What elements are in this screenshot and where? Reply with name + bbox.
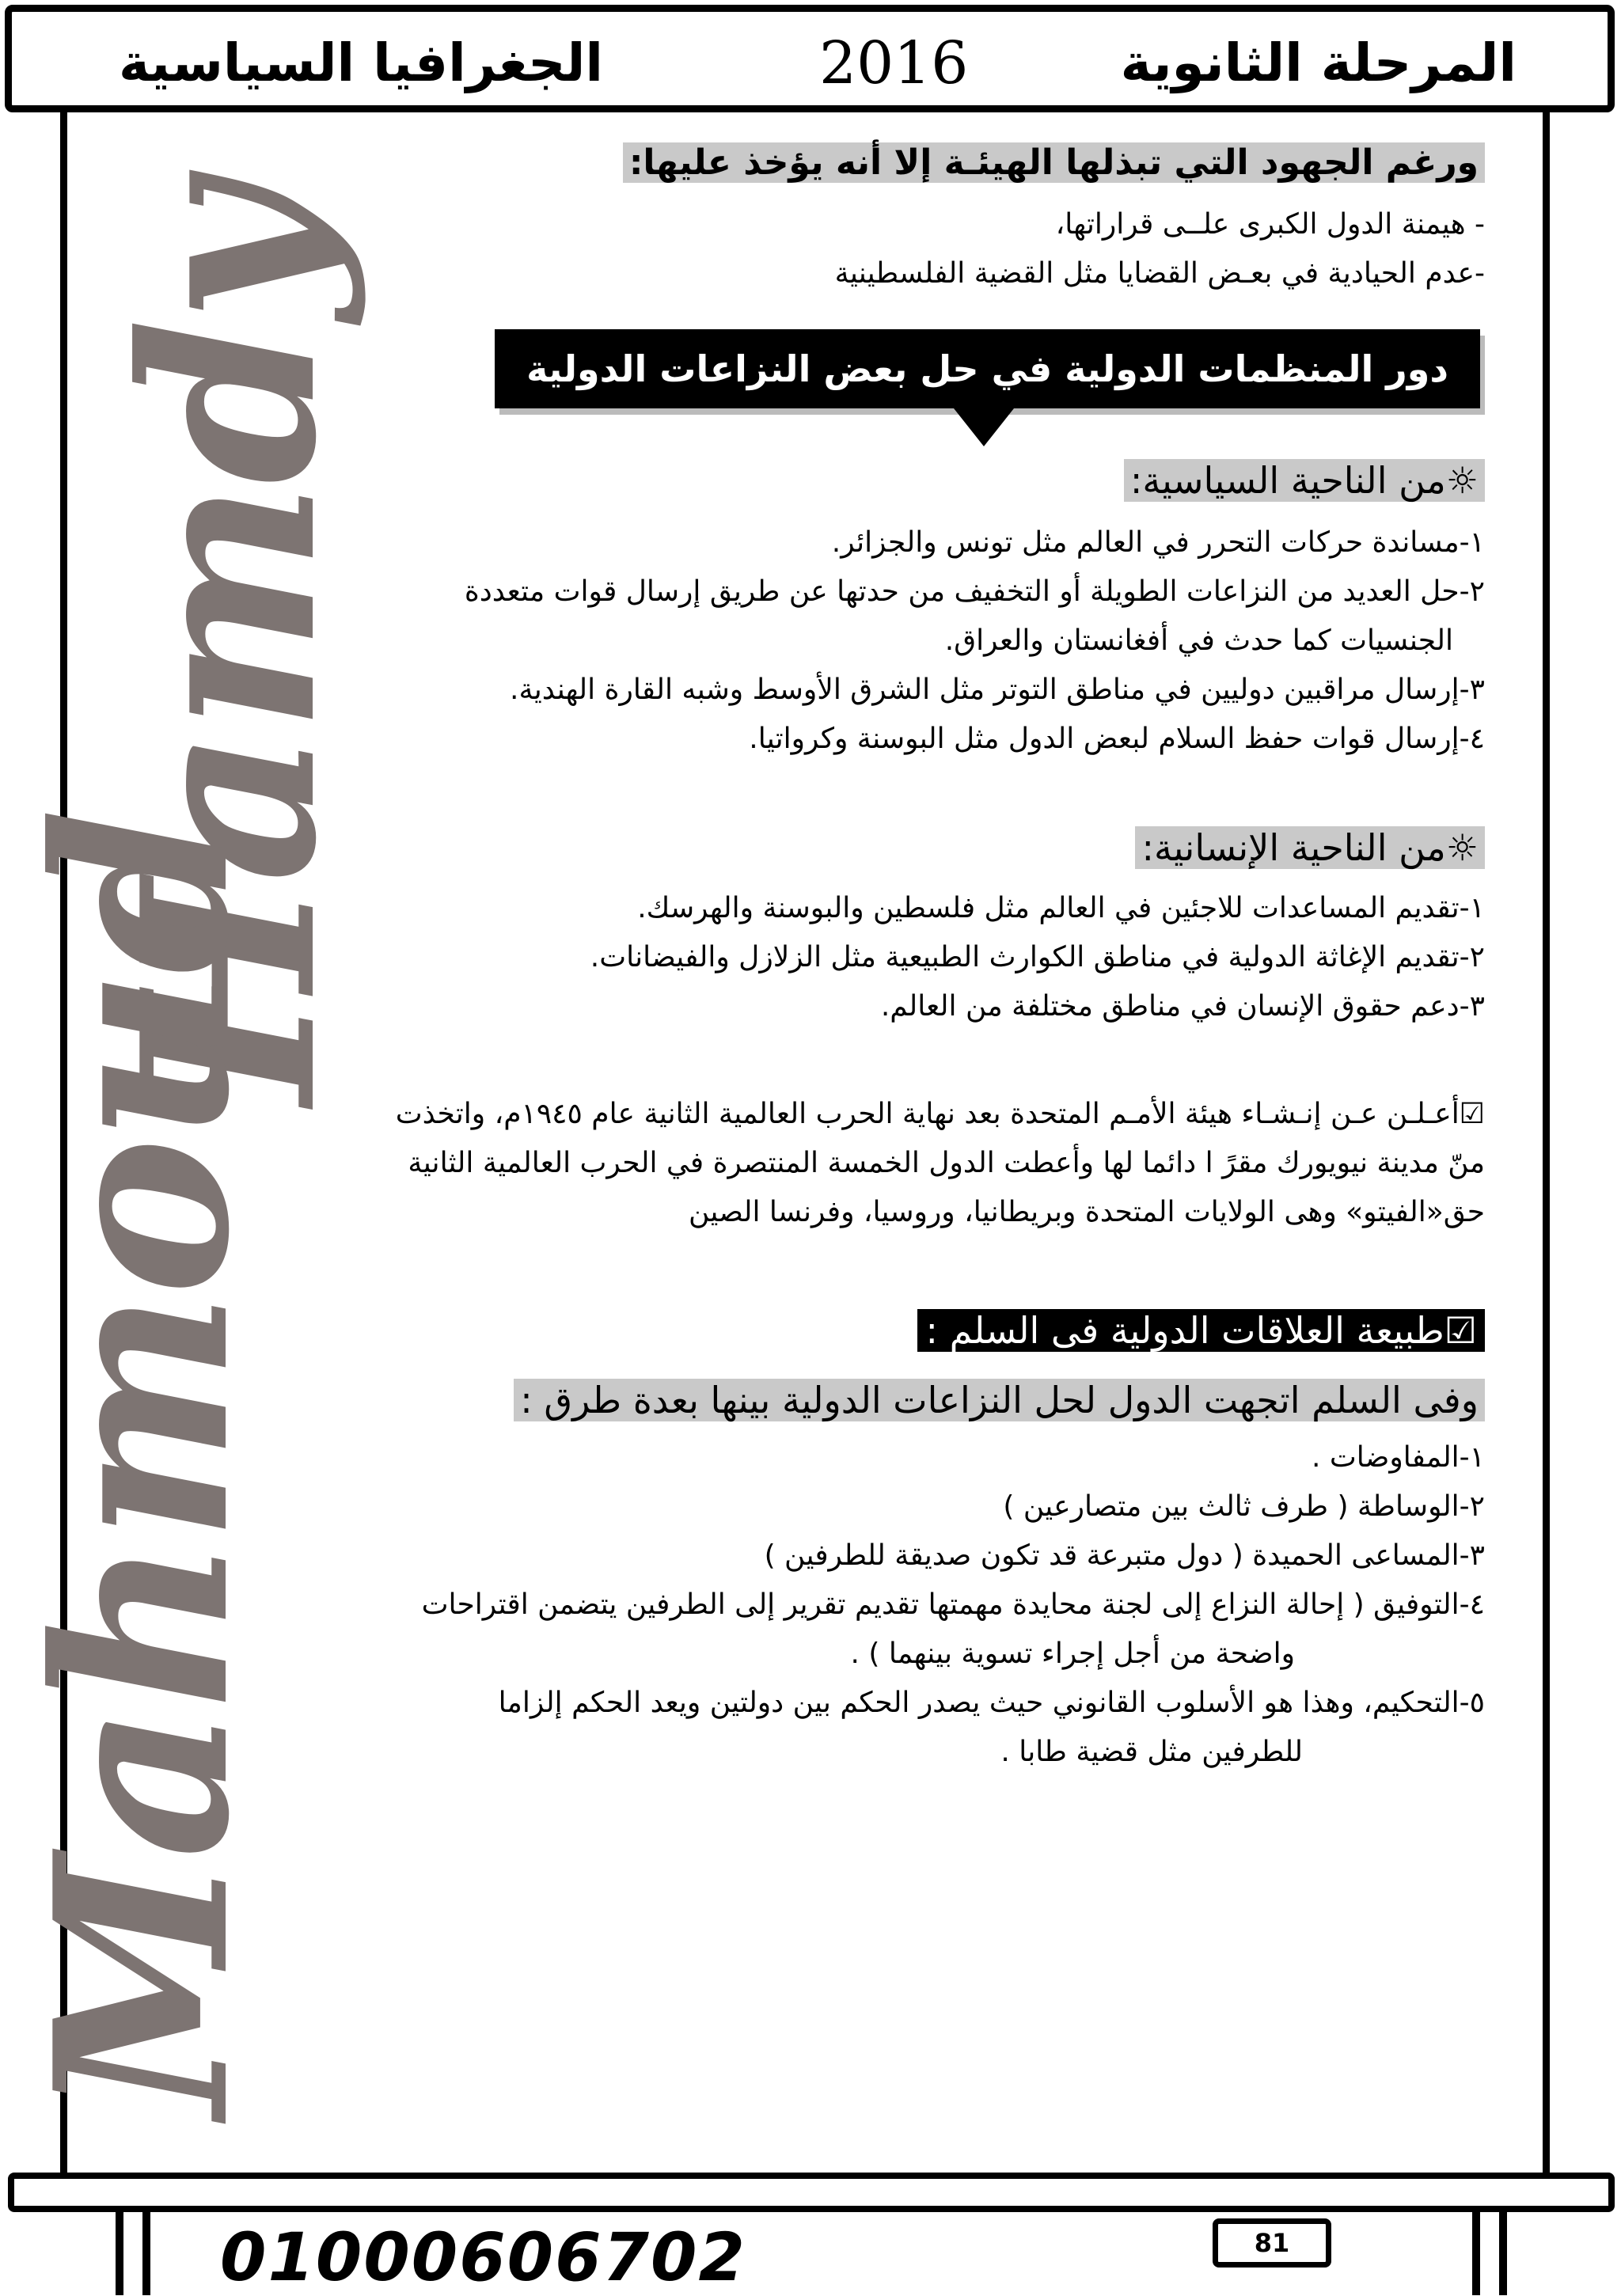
footer-bar [8,2173,1615,2212]
un-note-line: حق«الفيتو» وهى الولايات المتحدة وبريطانيا، وروسيا، وفرنسا الصين [689,1196,1485,1228]
un-note-line: منّ مدينة نيويورك مقرً ا دائما لها وأعطت الدول الخمسة المنتصرة في الحرب العالمية الثانية [408,1147,1485,1179]
intro-heading: ورغم الجهود التي تبذلها الهيئـة إلا أنه يؤخذ عليها: [623,139,1485,187]
peace-item: ٤-التوفيق ( إحالة النزاع إلى لجنة محايدة مهمتها تقديم تقرير إلى الطرفين يتضمن اقتراحات [421,1588,1485,1621]
page-number: 81 [1213,2218,1331,2268]
political-item: الجنسيات كما حدث في أفغانستان والعراق. [944,624,1453,657]
intro-item: - هيمنة الدول الكبرى علــى قراراتها، [1055,208,1485,241]
peace-subheading: وفى السلم اتجهت الدول لحل النزاعات الدولية بينها بعدة طرق : [514,1374,1485,1426]
peace-item: واضحة من أجل إجراء تسوية بينهما ) . [850,1638,1295,1670]
political-item: ٣-إرسال مراقبين دوليين في مناطق التوتر مثل الشرق الأوسط وشبه القارة الهندية. [510,674,1485,706]
intro-item: -عدم الحيادية في بعـض القضايا مثل القضية الفلسطينية [834,257,1485,290]
un-note-line: ☑أعـلـن عـن إنـشـاء هيئة الأمـم المتحدة بعد نهاية الحرب العالمية الثانية عام ١٩٤٥م، واتخذت [395,1098,1485,1130]
footer-post [1499,2208,1507,2295]
peace-item: ٣-المساعى الحميدة ( دول متبرعة قد تكون صديقة للطرفين ) [764,1539,1485,1572]
footer-post [116,2208,123,2295]
humanitarian-item: ٣-دعم حقوق الإنسان في مناطق مختلفة من العالم. [880,990,1485,1023]
peace-item: ٢-الوساطة ( طرف ثالث بين متصارعين ) [1003,1490,1485,1523]
stage-title: المرحلة الثانوية [1120,32,1517,93]
subject-title: الجغرافيا السياسية [119,32,603,93]
section-title-box: دور المنظمات الدولية في حل بعض النزاعات الدولية [495,329,1480,408]
peace-item: للطرفين مثل قضية طابا . [1000,1736,1303,1768]
page-header [5,5,1615,112]
year-label: 2016 [819,29,969,97]
political-item: ٤-إرسال قوات حفظ السلام لبعض الدول مثل البوسنة وكرواتيا. [749,723,1485,755]
political-heading: ☼من الناحية السياسية: [1124,454,1485,507]
peace-item: ٥-التحكيم، وهذا هو الأسلوب القانوني حيث يصدر الحكم بين دولتين ويعد الحكم إلزاما [498,1687,1485,1719]
footer-post [1472,2208,1480,2295]
peace-item: ١-المفاوضات . [1312,1441,1485,1474]
watermark-hamdy: Hamdy [89,186,369,1104]
political-item: ١-مساندة حركات التحرر في العالم مثل تونس والجزائر. [831,526,1485,559]
phone-number: 01000606702 [220,2218,746,2296]
watermark-mahmoud: Mahmoud [2,813,282,2117]
political-item: ٢-حل العديد من النزاعات الطويلة أو التخفيف من حدتها عن طريق إرسال قوات متعددة [464,575,1485,608]
footer-post [142,2208,150,2295]
humanitarian-item: ١-تقديم المساعدات للاجئين في العالم مثل فلسطين والبوسنة والهرسك. [637,892,1485,924]
humanitarian-item: ٢-تقديم الإغاثة الدولية في مناطق الكوارث الطبيعية مثل الزلازل والفيضانات. [590,941,1485,973]
arrow-down-icon [954,408,1014,446]
humanitarian-heading: ☼من الناحية الإنسانية: [1135,822,1485,874]
peace-heading: ☑طبيعة العلاقات الدولية فى السلم : [917,1304,1485,1357]
